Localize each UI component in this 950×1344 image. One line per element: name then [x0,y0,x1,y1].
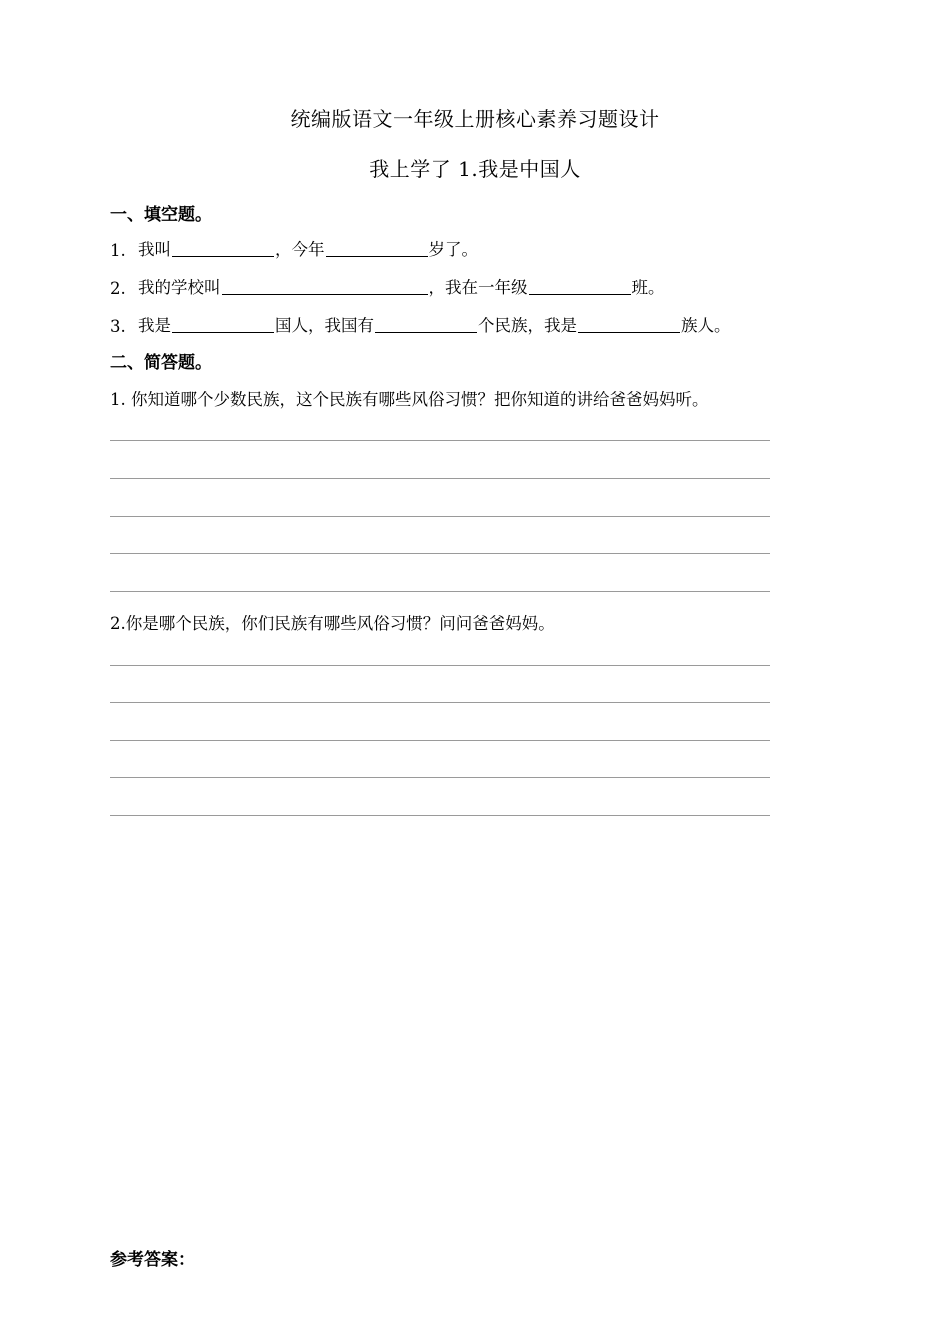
question-number: 1. [110,241,126,260]
answer-writing-line[interactable] [110,440,770,441]
answer-writing-line[interactable] [110,815,770,816]
answer-writing-line[interactable] [110,740,770,741]
answer-blank[interactable] [222,293,428,295]
fill-blank-question-2 [110,274,665,298]
answer-writing-line[interactable] [110,553,770,554]
question-text: 个民族，我是 [478,316,577,335]
question-text: 族人。 [681,316,731,335]
lesson-title: 我上学了 1.我是中国人 [369,157,581,181]
fill-blank-question-3 [110,312,731,336]
short-answer-question-1: 1. 你知道哪个少数民族，这个民族有哪些风俗习惯？把你知道的讲给爸爸妈妈听。 [110,390,709,409]
answer-blank[interactable] [326,255,428,257]
question-number: 3. [110,317,126,336]
section-fill-blank-heading: 一、填空题。 [110,205,212,225]
section-short-answer-heading: 二、简答题。 [110,353,212,373]
document-title: 统编版语文一年级上册核心素养习题设计 [290,107,660,131]
answer-writing-line[interactable] [110,591,770,592]
question-text: 我是 [138,316,171,335]
question-text: 国人，我国有 [275,316,374,335]
answer-writing-line[interactable] [110,777,770,778]
answer-blank[interactable] [172,331,274,333]
question-text: 我叫 [138,240,171,259]
question-text: ，我在一年级 [428,278,528,297]
answer-blank[interactable] [375,331,477,333]
question-number: 2. [110,279,126,298]
question-text: 岁了。 [428,240,478,259]
question-text: ，今年 [275,240,325,259]
question-text: 我的学校叫 [138,278,221,297]
reference-answers-heading: 参考答案： [110,1250,195,1270]
answer-blank[interactable] [578,331,680,333]
answer-blank[interactable] [172,255,274,257]
short-answer-question-2: 2.你是哪个民族，你们民族有哪些风俗习惯？问问爸爸妈妈。 [110,614,555,633]
fill-blank-question-1 [110,236,478,260]
question-text: 班。 [631,278,665,297]
answer-writing-line[interactable] [110,478,770,479]
answer-writing-line[interactable] [110,665,770,666]
answer-writing-line[interactable] [110,702,770,703]
answer-writing-line[interactable] [110,516,770,517]
answer-blank[interactable] [529,293,631,295]
